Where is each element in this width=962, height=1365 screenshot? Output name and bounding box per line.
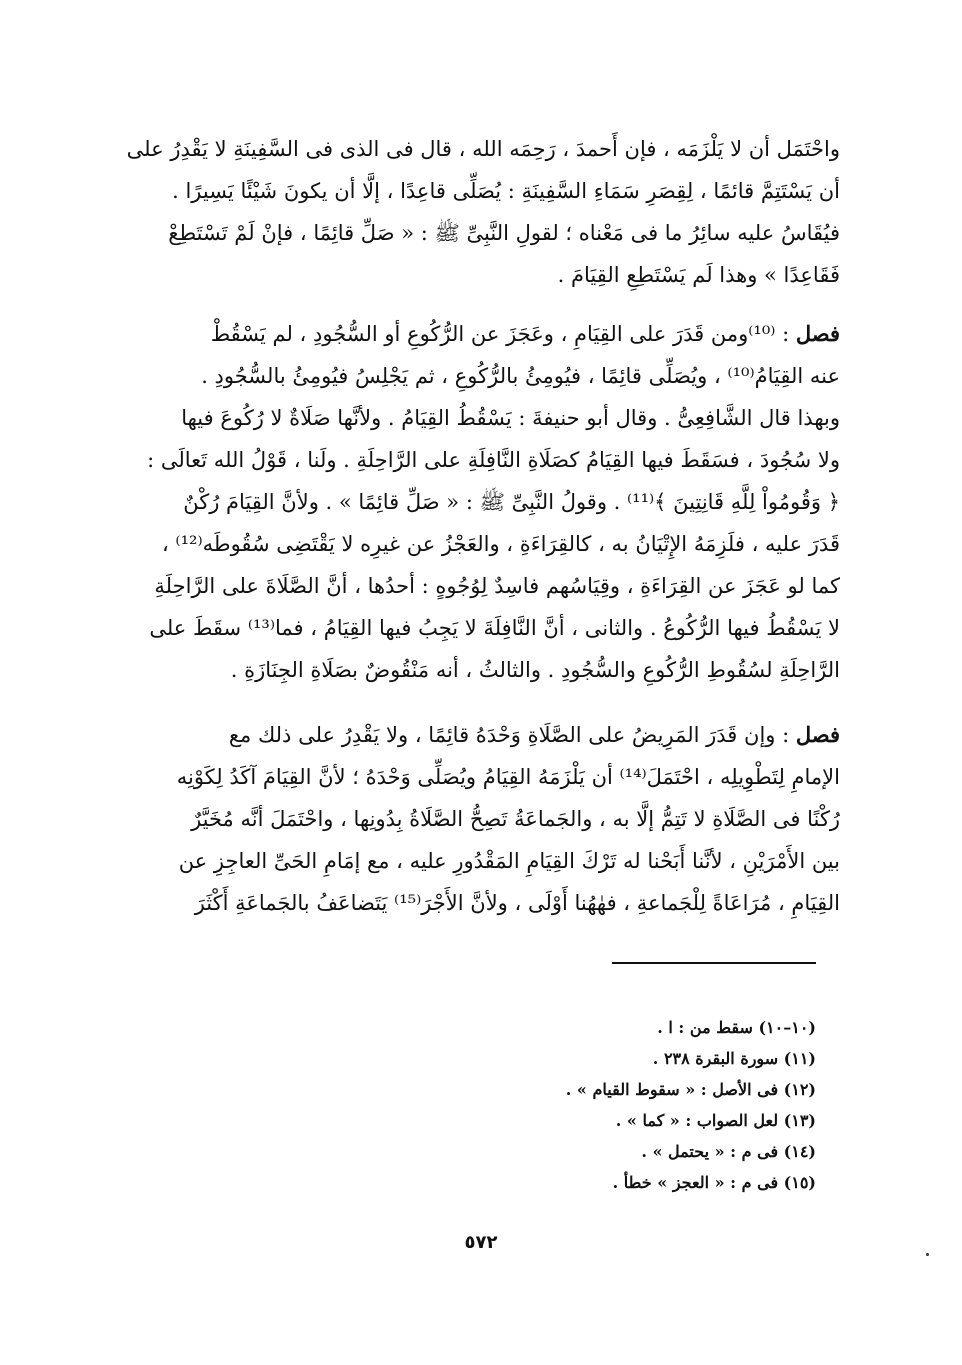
text-line: واحْتَمَل أن لا يَلْزَمَه ، فإن أَحمدَ ، رَحِمَه الله ، قال فى الذى فى السَّفِينَةِ لا يَقْدِرُ على [126, 137, 840, 161]
text-line: القِيَامِ ، مُرَاعَاةً لِلْجَماعةِ ، فهٰهُنا أَوْلَى ، ولأنَّ الأَجْرَ⁽¹⁵⁾ يَتَضاعَفُ بالجَماعَةِ أَكْثَرَ [194, 891, 840, 915]
text-line: رُكْنًا فى الصَّلَاةِ لا تَتِمُّ إلَّا به ، والجَماعَةُ تَصِحُّ الصَّلَاةُ بِدُونِها ، واحْتَمَلَ أنَّه مُخَيَّرٌ [191, 807, 840, 831]
paragraph-3 [122, 714, 840, 924]
footnote-divider [612, 962, 816, 964]
text-line [122, 714, 840, 756]
footnote: (١١) سورة البقرة ٢٣٨ . [652, 1049, 816, 1068]
footnote: (١٠–١٠) سقط من : ا . [657, 1018, 816, 1037]
page-number: ٥٧٢ [464, 1232, 498, 1253]
text-line: كما لو عَجَزَ عن القِرَاءَةِ ، وقِيَاسُهم فاسِدٌ لِوُجُوهٍ : أحدُها ، أنَّ الصَّلَاةَ على الرَّاحِلَةِ [154, 574, 840, 598]
footnotes [416, 1012, 816, 1198]
text-line: الرَّاحِلَةِ لسُقُوطِ الرُّكُوعِ والسُّجُودِ . والثالثُ ، أنه مَنْقُوضٌ بصَلَاةِ الجِنَازَةِ . [230, 658, 840, 682]
paragraph-2 [122, 313, 840, 691]
text-line: فيُقَاسُ عليه سائِرُ ما فى مَعْناه ؛ لقولِ النَّبِىِّ ﷺ : « صَلِّ قائِمًا ، فإنْ لَمْ تَسْتَطِعْ [168, 221, 840, 245]
text-line-rest: : ⁽¹⁰⁾ومن قَدَرَ على القِيَامِ ، وعَجَزَ عن الرُّكُوعِ أو السُّجُودِ ، لم يَسْقُطْ [210, 322, 796, 346]
footnote: (١٤) فى م : « يحتمل » . [641, 1142, 816, 1161]
footnote: (١٥) فى م : « العجز » خطأ . [612, 1173, 816, 1192]
text-line: ﴿ وَقُومُواْ لِلَّهِ قَانِتِينَ ﴾⁽¹¹⁾ . وقولُ النَّبِىِّ ﷺ : « صَلِّ قائِمًا » . ولأنَّ القِيَامَ رُكْنٌ [183, 490, 840, 514]
text-line: عنه القِيَامُ⁽¹⁰⁾ ، ويُصَلِّى قائِمًا ، فيُومِئُ بالرُّكُوعِ ، ثم يَجْلِسُ فيُومِئُ بالسُّجُودِ . [201, 364, 840, 388]
text-line: وبهذا قال الشَّافِعِىُّ . وقال أبو حنيفةَ : يَسْقُطُ القِيَامُ . ولأنَّها صَلَاةٌ لا رُكُوعَ فيها [181, 406, 840, 430]
text-line: بين الأَمْرَيْنِ ، لأنَّنا أَبَحْنا له تَرْكَ القِيَامِ المَقْدُورِ عليه ، مع إمَامِ الحَىِّ العاجِزِ عن [178, 849, 840, 873]
text-line: فَقَاعِدًا » وهذا لَم يَسْتَطِعِ القِيَامَ . [557, 263, 840, 287]
section-heading: فصل [795, 722, 840, 747]
scan-speck [926, 1253, 929, 1256]
footnote: (١٢) فى الأصل : « سقوط القيام » . [565, 1080, 816, 1099]
section-heading: فصل [795, 321, 840, 346]
text-line: أن يَسْتَتِمَّ قائمًا ، لِقِصَرِ سَمَاءِ السَّفِينَةِ : يُصَلِّى قاعِدًا ، إلَّا أن يكونَ شَيْئًا يَسِيرًا . [172, 179, 840, 203]
text-line: قَدَرَ عليه ، فلَزِمَهُ الإِتْيَانُ به ، كالقِرَاءَةِ ، والعَجْزُ عن غيرِه لا يَقْتَضِى سُقُوطَه⁽¹²⁾ ، [161, 532, 840, 556]
text-line-rest: : وإن قَدَرَ المَرِيضُ على الصَّلَاةِ وَحْدَهُ قائِمًا ، ولا يَقْدِرُ على ذلك مع [228, 723, 796, 747]
paragraph-1 [122, 128, 840, 296]
text-line: ولا سُجُودَ ، فسَقَطَ فيها القِيَامُ كصَلَاةِ النَّافِلَةِ على الرَّاحِلَةِ . ولَنا ، قَوْلُ الله تَعالَى : [147, 448, 840, 472]
text-line: الإمامِ لِتَطْوِيلِه ، احْتَمَلَ⁽¹⁴⁾ أن يَلْزَمَهُ القِيَامُ ويُصَلِّى وَحْدَهُ ؛ لأنَّ القِيَامَ آكَدُ لِكَوْنِه [176, 765, 840, 789]
footnote: (١٣) لعل الصواب : « كما » . [615, 1111, 816, 1130]
text-line: لا يَسْقُطُ فيها الرُّكُوعُ . والثانى ، أنَّ النَّافِلَةَ لا يَجِبُ فيها القِيَامُ ، فما⁽¹³⁾ سقَطَ على [149, 616, 840, 640]
text-line [122, 313, 840, 355]
